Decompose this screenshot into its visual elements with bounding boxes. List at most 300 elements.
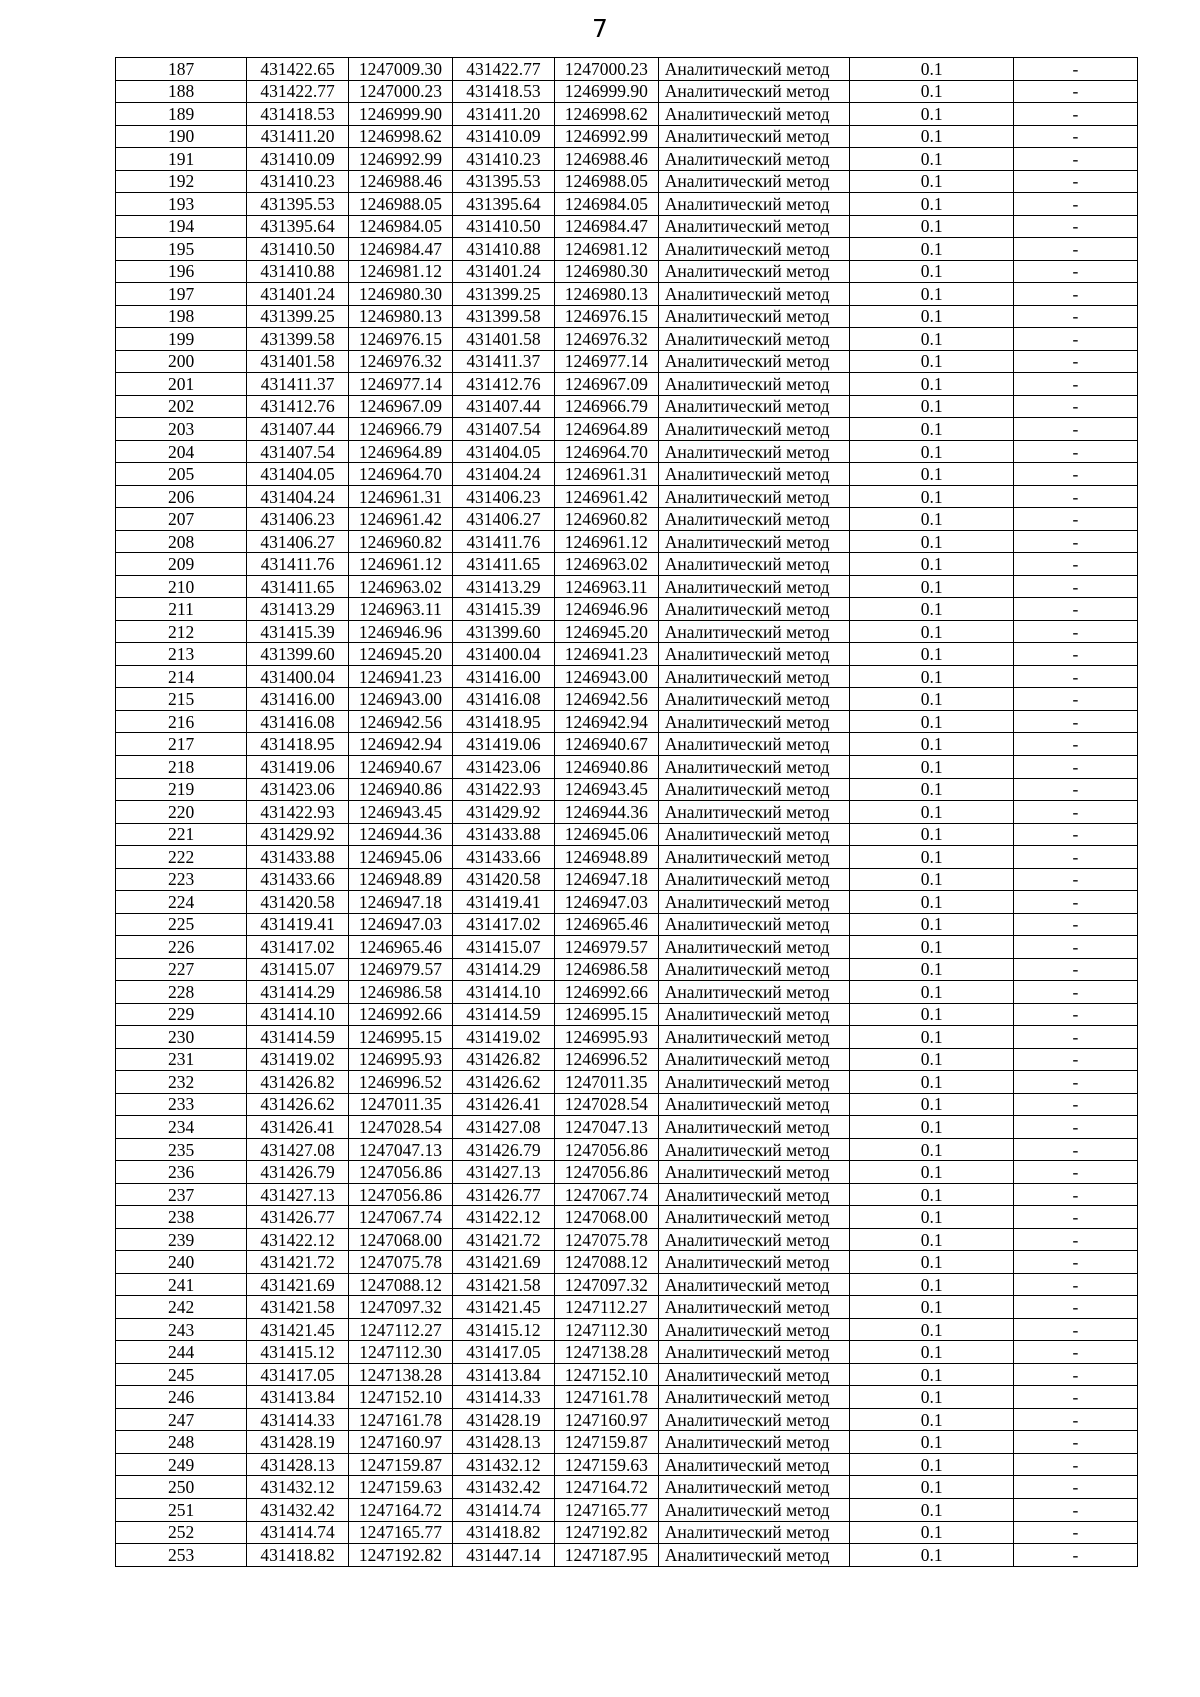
end-x-cell: 431415.39 xyxy=(452,598,554,621)
method-cell: Аналитический метод xyxy=(658,1183,850,1206)
accuracy-cell: 0.1 xyxy=(850,1544,1013,1567)
end-x-cell: 431415.12 xyxy=(452,1318,554,1341)
end-y-cell: 1247056.86 xyxy=(554,1138,658,1161)
method-cell: Аналитический метод xyxy=(658,283,850,306)
start-y-cell: 1246999.90 xyxy=(349,103,453,126)
end-y-cell: 1247088.12 xyxy=(554,1251,658,1274)
start-y-cell: 1246992.66 xyxy=(349,1003,453,1026)
method-cell: Аналитический метод xyxy=(658,350,850,373)
accuracy-cell: 0.1 xyxy=(850,1296,1013,1319)
end-y-cell: 1246943.45 xyxy=(554,778,658,801)
end-y-cell: 1246992.99 xyxy=(554,125,658,148)
end-x-cell: 431423.06 xyxy=(452,755,554,778)
table-row xyxy=(116,1408,1138,1431)
table-row xyxy=(116,891,1138,914)
page-number: 7 xyxy=(592,14,608,43)
start-x-cell: 431426.82 xyxy=(247,1071,349,1094)
method-cell: Аналитический метод xyxy=(658,913,850,936)
note-cell: - xyxy=(1013,958,1137,981)
point-number-cell: 208 xyxy=(116,530,247,553)
start-y-cell: 1246940.86 xyxy=(349,778,453,801)
method-cell: Аналитический метод xyxy=(658,778,850,801)
accuracy-cell: 0.1 xyxy=(850,463,1013,486)
end-y-cell: 1246961.42 xyxy=(554,485,658,508)
accuracy-cell: 0.1 xyxy=(850,1093,1013,1116)
end-x-cell: 431421.69 xyxy=(452,1251,554,1274)
method-cell: Аналитический метод xyxy=(658,1318,850,1341)
point-number-cell: 234 xyxy=(116,1116,247,1139)
end-y-cell: 1246945.20 xyxy=(554,620,658,643)
table-row xyxy=(116,463,1138,486)
end-y-cell: 1246984.05 xyxy=(554,193,658,216)
start-y-cell: 1246945.20 xyxy=(349,643,453,666)
end-y-cell: 1247112.27 xyxy=(554,1296,658,1319)
point-number-cell: 252 xyxy=(116,1521,247,1544)
start-x-cell: 431422.93 xyxy=(247,801,349,824)
start-x-cell: 431417.02 xyxy=(247,936,349,959)
table-row xyxy=(116,778,1138,801)
point-number-cell: 187 xyxy=(116,58,247,81)
method-cell: Аналитический метод xyxy=(658,418,850,441)
accuracy-cell: 0.1 xyxy=(850,1499,1013,1522)
start-x-cell: 431418.82 xyxy=(247,1544,349,1567)
note-cell: - xyxy=(1013,1003,1137,1026)
accuracy-cell: 0.1 xyxy=(850,283,1013,306)
start-y-cell: 1246998.62 xyxy=(349,125,453,148)
point-number-cell: 220 xyxy=(116,801,247,824)
end-y-cell: 1246988.46 xyxy=(554,148,658,171)
end-y-cell: 1246940.86 xyxy=(554,755,658,778)
start-x-cell: 431414.29 xyxy=(247,981,349,1004)
end-y-cell: 1246988.05 xyxy=(554,170,658,193)
accuracy-cell: 0.1 xyxy=(850,1521,1013,1544)
method-cell: Аналитический метод xyxy=(658,58,850,81)
table-row xyxy=(116,1138,1138,1161)
end-x-cell: 431410.23 xyxy=(452,148,554,171)
table-row xyxy=(116,1273,1138,1296)
note-cell: - xyxy=(1013,1251,1137,1274)
end-x-cell: 431399.60 xyxy=(452,620,554,643)
start-x-cell: 431407.54 xyxy=(247,440,349,463)
end-y-cell: 1246984.47 xyxy=(554,215,658,238)
end-y-cell: 1247138.28 xyxy=(554,1341,658,1364)
note-cell: - xyxy=(1013,913,1137,936)
table-row xyxy=(116,1228,1138,1251)
start-x-cell: 431404.24 xyxy=(247,485,349,508)
point-number-cell: 201 xyxy=(116,373,247,396)
table-row xyxy=(116,440,1138,463)
point-number-cell: 213 xyxy=(116,643,247,666)
start-y-cell: 1246976.15 xyxy=(349,328,453,351)
end-x-cell: 431413.84 xyxy=(452,1363,554,1386)
end-x-cell: 431428.19 xyxy=(452,1408,554,1431)
method-cell: Аналитический метод xyxy=(658,575,850,598)
end-x-cell: 431411.76 xyxy=(452,530,554,553)
end-y-cell: 1247187.95 xyxy=(554,1544,658,1567)
end-x-cell: 431404.05 xyxy=(452,440,554,463)
table-row xyxy=(116,1499,1138,1522)
end-y-cell: 1246963.02 xyxy=(554,553,658,576)
point-number-cell: 223 xyxy=(116,868,247,891)
accuracy-cell: 0.1 xyxy=(850,1026,1013,1049)
accuracy-cell: 0.1 xyxy=(850,305,1013,328)
start-x-cell: 431433.66 xyxy=(247,868,349,891)
accuracy-cell: 0.1 xyxy=(850,936,1013,959)
method-cell: Аналитический метод xyxy=(658,936,850,959)
accuracy-cell: 0.1 xyxy=(850,1408,1013,1431)
end-y-cell: 1246995.15 xyxy=(554,1003,658,1026)
point-number-cell: 242 xyxy=(116,1296,247,1319)
start-y-cell: 1246945.06 xyxy=(349,846,453,869)
method-cell: Аналитический метод xyxy=(658,1499,850,1522)
note-cell: - xyxy=(1013,665,1137,688)
method-cell: Аналитический метод xyxy=(658,665,850,688)
start-y-cell: 1246942.56 xyxy=(349,710,453,733)
note-cell: - xyxy=(1013,936,1137,959)
note-cell: - xyxy=(1013,1386,1137,1409)
accuracy-cell: 0.1 xyxy=(850,373,1013,396)
start-y-cell: 1247056.86 xyxy=(349,1161,453,1184)
start-x-cell: 431415.39 xyxy=(247,620,349,643)
start-y-cell: 1246942.94 xyxy=(349,733,453,756)
start-y-cell: 1247192.82 xyxy=(349,1544,453,1567)
end-y-cell: 1246980.13 xyxy=(554,283,658,306)
end-y-cell: 1246999.90 xyxy=(554,80,658,103)
start-x-cell: 431395.53 xyxy=(247,193,349,216)
start-x-cell: 431421.58 xyxy=(247,1296,349,1319)
end-y-cell: 1246980.30 xyxy=(554,260,658,283)
end-x-cell: 431407.54 xyxy=(452,418,554,441)
point-number-cell: 191 xyxy=(116,148,247,171)
start-x-cell: 431413.84 xyxy=(247,1386,349,1409)
start-y-cell: 1246963.02 xyxy=(349,575,453,598)
end-x-cell: 431422.93 xyxy=(452,778,554,801)
accuracy-cell: 0.1 xyxy=(850,395,1013,418)
end-x-cell: 431410.09 xyxy=(452,125,554,148)
note-cell: - xyxy=(1013,710,1137,733)
end-x-cell: 431419.02 xyxy=(452,1026,554,1049)
start-y-cell: 1247159.87 xyxy=(349,1453,453,1476)
end-y-cell: 1246946.96 xyxy=(554,598,658,621)
accuracy-cell: 0.1 xyxy=(850,1476,1013,1499)
start-y-cell: 1246944.36 xyxy=(349,823,453,846)
method-cell: Аналитический метод xyxy=(658,1206,850,1229)
end-x-cell: 431422.77 xyxy=(452,58,554,81)
accuracy-cell: 0.1 xyxy=(850,620,1013,643)
note-cell: - xyxy=(1013,530,1137,553)
end-x-cell: 431411.37 xyxy=(452,350,554,373)
point-number-cell: 218 xyxy=(116,755,247,778)
start-y-cell: 1247161.78 xyxy=(349,1408,453,1431)
end-x-cell: 431447.14 xyxy=(452,1544,554,1567)
point-number-cell: 231 xyxy=(116,1048,247,1071)
table-row xyxy=(116,58,1138,81)
accuracy-cell: 0.1 xyxy=(850,665,1013,688)
end-y-cell: 1247028.54 xyxy=(554,1093,658,1116)
method-cell: Аналитический метод xyxy=(658,1431,850,1454)
start-y-cell: 1246988.05 xyxy=(349,193,453,216)
note-cell: - xyxy=(1013,1048,1137,1071)
point-number-cell: 196 xyxy=(116,260,247,283)
point-number-cell: 209 xyxy=(116,553,247,576)
method-cell: Аналитический метод xyxy=(658,373,850,396)
note-cell: - xyxy=(1013,643,1137,666)
method-cell: Аналитический метод xyxy=(658,823,850,846)
accuracy-cell: 0.1 xyxy=(850,1318,1013,1341)
end-y-cell: 1246995.93 xyxy=(554,1026,658,1049)
accuracy-cell: 0.1 xyxy=(850,485,1013,508)
point-number-cell: 245 xyxy=(116,1363,247,1386)
table-row xyxy=(116,688,1138,711)
end-y-cell: 1246966.79 xyxy=(554,395,658,418)
start-y-cell: 1246995.15 xyxy=(349,1026,453,1049)
end-y-cell: 1247056.86 xyxy=(554,1161,658,1184)
end-y-cell: 1246992.66 xyxy=(554,981,658,1004)
accuracy-cell: 0.1 xyxy=(850,1048,1013,1071)
end-x-cell: 431410.88 xyxy=(452,238,554,261)
table-row xyxy=(116,283,1138,306)
table-row xyxy=(116,1251,1138,1274)
end-y-cell: 1247097.32 xyxy=(554,1273,658,1296)
start-x-cell: 431419.06 xyxy=(247,755,349,778)
accuracy-cell: 0.1 xyxy=(850,981,1013,1004)
note-cell: - xyxy=(1013,58,1137,81)
end-x-cell: 431401.24 xyxy=(452,260,554,283)
point-number-cell: 203 xyxy=(116,418,247,441)
end-x-cell: 431426.41 xyxy=(452,1093,554,1116)
accuracy-cell: 0.1 xyxy=(850,1341,1013,1364)
end-x-cell: 431419.41 xyxy=(452,891,554,914)
method-cell: Аналитический метод xyxy=(658,1048,850,1071)
end-y-cell: 1246944.36 xyxy=(554,801,658,824)
start-x-cell: 431415.07 xyxy=(247,958,349,981)
note-cell: - xyxy=(1013,305,1137,328)
end-x-cell: 431414.74 xyxy=(452,1499,554,1522)
note-cell: - xyxy=(1013,215,1137,238)
method-cell: Аналитический метод xyxy=(658,1228,850,1251)
method-cell: Аналитический метод xyxy=(658,620,850,643)
table-row xyxy=(116,260,1138,283)
note-cell: - xyxy=(1013,1318,1137,1341)
note-cell: - xyxy=(1013,1116,1137,1139)
point-number-cell: 215 xyxy=(116,688,247,711)
point-number-cell: 246 xyxy=(116,1386,247,1409)
accuracy-cell: 0.1 xyxy=(850,530,1013,553)
accuracy-cell: 0.1 xyxy=(850,1431,1013,1454)
method-cell: Аналитический метод xyxy=(658,981,850,1004)
end-x-cell: 431421.72 xyxy=(452,1228,554,1251)
method-cell: Аналитический метод xyxy=(658,643,850,666)
end-y-cell: 1246960.82 xyxy=(554,508,658,531)
start-x-cell: 431413.29 xyxy=(247,598,349,621)
method-cell: Аналитический метод xyxy=(658,395,850,418)
start-y-cell: 1247047.13 xyxy=(349,1138,453,1161)
end-y-cell: 1247192.82 xyxy=(554,1521,658,1544)
end-y-cell: 1247000.23 xyxy=(554,58,658,81)
start-x-cell: 431422.77 xyxy=(247,80,349,103)
start-y-cell: 1246961.31 xyxy=(349,485,453,508)
end-x-cell: 431421.58 xyxy=(452,1273,554,1296)
table-row xyxy=(116,373,1138,396)
note-cell: - xyxy=(1013,801,1137,824)
table-row xyxy=(116,958,1138,981)
start-y-cell: 1247152.10 xyxy=(349,1386,453,1409)
start-x-cell: 431421.69 xyxy=(247,1273,349,1296)
end-y-cell: 1247160.97 xyxy=(554,1408,658,1431)
start-y-cell: 1247009.30 xyxy=(349,58,453,81)
end-y-cell: 1247152.10 xyxy=(554,1363,658,1386)
note-cell: - xyxy=(1013,125,1137,148)
table-row xyxy=(116,1206,1138,1229)
start-y-cell: 1246965.46 xyxy=(349,936,453,959)
start-y-cell: 1246961.12 xyxy=(349,553,453,576)
point-number-cell: 202 xyxy=(116,395,247,418)
note-cell: - xyxy=(1013,463,1137,486)
accuracy-cell: 0.1 xyxy=(850,1071,1013,1094)
method-cell: Аналитический метод xyxy=(658,1544,850,1567)
start-x-cell: 431415.12 xyxy=(247,1341,349,1364)
point-number-cell: 219 xyxy=(116,778,247,801)
end-x-cell: 431412.76 xyxy=(452,373,554,396)
accuracy-cell: 0.1 xyxy=(850,328,1013,351)
table-row xyxy=(116,1183,1138,1206)
note-cell: - xyxy=(1013,238,1137,261)
point-number-cell: 253 xyxy=(116,1544,247,1567)
accuracy-cell: 0.1 xyxy=(850,1386,1013,1409)
method-cell: Аналитический метод xyxy=(658,328,850,351)
method-cell: Аналитический метод xyxy=(658,1363,850,1386)
table-row xyxy=(116,801,1138,824)
end-x-cell: 431432.42 xyxy=(452,1476,554,1499)
table-row xyxy=(116,350,1138,373)
note-cell: - xyxy=(1013,170,1137,193)
start-y-cell: 1246980.30 xyxy=(349,283,453,306)
end-x-cell: 431406.27 xyxy=(452,508,554,531)
point-number-cell: 188 xyxy=(116,80,247,103)
point-number-cell: 229 xyxy=(116,1003,247,1026)
method-cell: Аналитический метод xyxy=(658,801,850,824)
start-y-cell: 1246961.42 xyxy=(349,508,453,531)
note-cell: - xyxy=(1013,1363,1137,1386)
note-cell: - xyxy=(1013,553,1137,576)
note-cell: - xyxy=(1013,283,1137,306)
table-row xyxy=(116,981,1138,1004)
end-x-cell: 431407.44 xyxy=(452,395,554,418)
accuracy-cell: 0.1 xyxy=(850,418,1013,441)
method-cell: Аналитический метод xyxy=(658,80,850,103)
note-cell: - xyxy=(1013,1296,1137,1319)
note-cell: - xyxy=(1013,778,1137,801)
start-y-cell: 1246984.05 xyxy=(349,215,453,238)
point-number-cell: 189 xyxy=(116,103,247,126)
point-number-cell: 250 xyxy=(116,1476,247,1499)
method-cell: Аналитический метод xyxy=(658,1341,850,1364)
method-cell: Аналитический метод xyxy=(658,1116,850,1139)
accuracy-cell: 0.1 xyxy=(850,260,1013,283)
table-row xyxy=(116,148,1138,171)
start-x-cell: 431418.95 xyxy=(247,733,349,756)
start-y-cell: 1246996.52 xyxy=(349,1071,453,1094)
table-row xyxy=(116,485,1138,508)
accuracy-cell: 0.1 xyxy=(850,1273,1013,1296)
start-y-cell: 1247138.28 xyxy=(349,1363,453,1386)
note-cell: - xyxy=(1013,1071,1137,1094)
note-cell: - xyxy=(1013,1431,1137,1454)
table-row xyxy=(116,1116,1138,1139)
end-y-cell: 1246967.09 xyxy=(554,373,658,396)
start-x-cell: 431406.27 xyxy=(247,530,349,553)
end-y-cell: 1247112.30 xyxy=(554,1318,658,1341)
end-y-cell: 1246998.62 xyxy=(554,103,658,126)
note-cell: - xyxy=(1013,1161,1137,1184)
table-row xyxy=(116,1341,1138,1364)
end-y-cell: 1246981.12 xyxy=(554,238,658,261)
point-number-cell: 227 xyxy=(116,958,247,981)
end-x-cell: 431404.24 xyxy=(452,463,554,486)
note-cell: - xyxy=(1013,823,1137,846)
start-x-cell: 431433.88 xyxy=(247,846,349,869)
start-x-cell: 431427.08 xyxy=(247,1138,349,1161)
start-y-cell: 1246964.70 xyxy=(349,463,453,486)
point-number-cell: 239 xyxy=(116,1228,247,1251)
start-y-cell: 1246992.99 xyxy=(349,148,453,171)
point-number-cell: 204 xyxy=(116,440,247,463)
start-x-cell: 431404.05 xyxy=(247,463,349,486)
start-y-cell: 1246947.18 xyxy=(349,891,453,914)
start-y-cell: 1247165.77 xyxy=(349,1521,453,1544)
end-x-cell: 431399.25 xyxy=(452,283,554,306)
point-number-cell: 232 xyxy=(116,1071,247,1094)
point-number-cell: 211 xyxy=(116,598,247,621)
start-y-cell: 1246977.14 xyxy=(349,373,453,396)
point-number-cell: 194 xyxy=(116,215,247,238)
start-y-cell: 1246967.09 xyxy=(349,395,453,418)
point-number-cell: 238 xyxy=(116,1206,247,1229)
end-y-cell: 1246965.46 xyxy=(554,913,658,936)
start-x-cell: 431426.79 xyxy=(247,1161,349,1184)
start-y-cell: 1246981.12 xyxy=(349,260,453,283)
accuracy-cell: 0.1 xyxy=(850,1206,1013,1229)
end-y-cell: 1246979.57 xyxy=(554,936,658,959)
end-x-cell: 431418.95 xyxy=(452,710,554,733)
accuracy-cell: 0.1 xyxy=(850,1003,1013,1026)
table-row xyxy=(116,868,1138,891)
start-x-cell: 431401.58 xyxy=(247,350,349,373)
start-x-cell: 431411.76 xyxy=(247,553,349,576)
end-y-cell: 1246948.89 xyxy=(554,846,658,869)
end-x-cell: 431400.04 xyxy=(452,643,554,666)
accuracy-cell: 0.1 xyxy=(850,1138,1013,1161)
end-y-cell: 1247159.87 xyxy=(554,1431,658,1454)
start-x-cell: 431416.00 xyxy=(247,688,349,711)
start-y-cell: 1247067.74 xyxy=(349,1206,453,1229)
start-x-cell: 431426.62 xyxy=(247,1093,349,1116)
end-y-cell: 1247047.13 xyxy=(554,1116,658,1139)
start-y-cell: 1247112.27 xyxy=(349,1318,453,1341)
point-number-cell: 207 xyxy=(116,508,247,531)
point-number-cell: 206 xyxy=(116,485,247,508)
note-cell: - xyxy=(1013,328,1137,351)
table-row xyxy=(116,1453,1138,1476)
method-cell: Аналитический метод xyxy=(658,1521,850,1544)
start-y-cell: 1246995.93 xyxy=(349,1048,453,1071)
table-row xyxy=(116,665,1138,688)
start-x-cell: 431411.20 xyxy=(247,125,349,148)
start-y-cell: 1246966.79 xyxy=(349,418,453,441)
method-cell: Аналитический метод xyxy=(658,440,850,463)
start-y-cell: 1246986.58 xyxy=(349,981,453,1004)
table-row xyxy=(116,1431,1138,1454)
